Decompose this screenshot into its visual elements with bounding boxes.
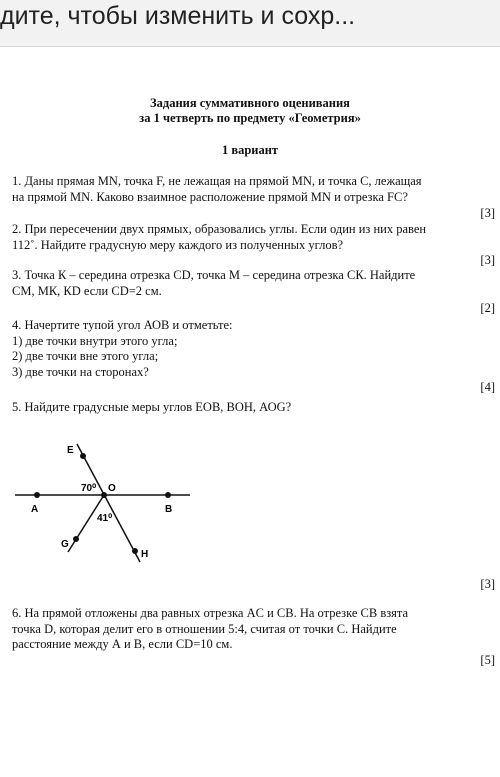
task-5-points: [3] — [480, 577, 495, 591]
task-line: 1) две точки внутри этого угла; — [12, 333, 178, 348]
document-page — [0, 46, 500, 777]
task-line: точка D, которая делит его в отношении 5:4, считая от точки C. Найдите — [12, 621, 397, 636]
task-3-points: [2] — [480, 301, 495, 315]
task-4-points: [4] — [480, 380, 495, 394]
task-1-points: [3] — [480, 206, 495, 220]
label-g: G — [61, 539, 69, 550]
label-e: E — [67, 445, 74, 456]
task-6 — [12, 606, 492, 653]
task-1 — [12, 174, 492, 205]
doc-title-line1: Задания суммативного оценивания — [150, 96, 350, 110]
task-line: 2. При пересечении двух прямых, образовались углы. Если один из них равен — [12, 222, 427, 236]
point-o — [101, 492, 107, 498]
top-banner — [0, 0, 500, 47]
task-line: 1. Даны прямая MN, точка F, не лежащая на прямой MN, и точка C, лежащая — [12, 174, 422, 188]
task-line: 112˚. Найдите градусную меру каждого из полученных углов? — [12, 237, 344, 252]
point-a — [34, 492, 40, 498]
task-line: 3) две точки на сторонах? — [12, 364, 149, 379]
angle-label-top: 70⁰ — [81, 483, 97, 494]
banner-text: дите, чтобы изменить и сохр... — [0, 2, 356, 30]
doc-title-line2: за 1 четверть по предмету «Геометрия» — [139, 111, 361, 125]
task-5 — [12, 400, 492, 416]
point-g — [73, 536, 79, 542]
task-3 — [12, 268, 492, 299]
task-line: 6. На прямой отложены два равных отрезка AC и CB. На отрезке CB взята — [12, 606, 409, 620]
label-o: O — [108, 483, 116, 494]
task-line: 2) две точки вне этого угла; — [12, 349, 159, 363]
task-line: СМ, МК, КD если CD=2 см. — [12, 283, 162, 298]
task-4 — [12, 318, 492, 380]
label-a: A — [31, 504, 39, 515]
task-line: 5. Найдите градусные меры углов ЕОВ, ВОН, АОG? — [12, 400, 292, 414]
line-eh — [77, 444, 140, 562]
task-line: на прямой MN. Каково взаимное расположение прямой MN и отрезка FC? — [12, 189, 408, 204]
task-6-points: [5] — [480, 653, 495, 667]
point-b — [165, 492, 171, 498]
angles-figure — [10, 422, 200, 567]
angle-label-bottom: 41⁰ — [97, 513, 113, 524]
variant-heading: 1 вариант — [221, 143, 279, 157]
point-h — [132, 548, 138, 554]
task-line: расстояние между А и В, если CD=10 см. — [12, 637, 233, 651]
task-line: 4. Начертите тупой угол АОВ и отметьте: — [12, 318, 233, 332]
task-line: 3. Точка К – середина отрезка CD, точка М – середина отрезка СК. Найдите — [12, 268, 416, 282]
label-b: B — [165, 504, 173, 515]
point-e — [80, 453, 86, 459]
label-h: H — [141, 549, 149, 560]
task-2 — [12, 222, 492, 253]
task-2-points: [3] — [480, 253, 495, 267]
